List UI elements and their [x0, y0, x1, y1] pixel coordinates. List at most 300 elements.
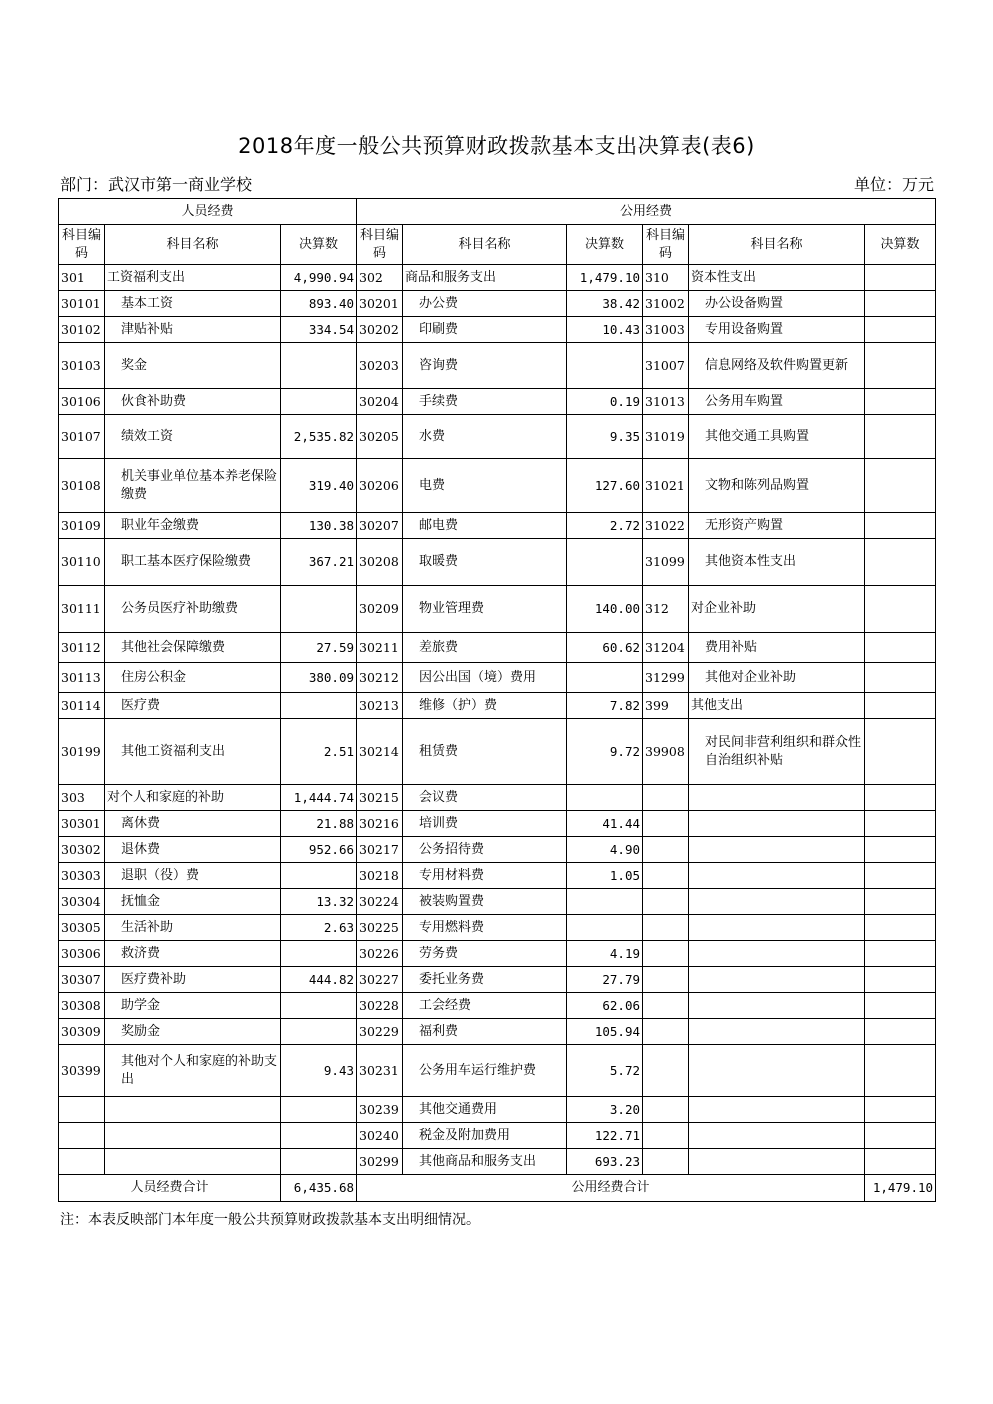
name-cell: 委托业务费 [403, 967, 567, 993]
amount-cell: 130.38 [281, 513, 357, 539]
name-cell: 其他社会保障缴费 [105, 633, 281, 663]
name-cell: 助学金 [105, 993, 281, 1019]
code-cell: 301 [59, 265, 105, 291]
amount-cell: 27.59 [281, 633, 357, 663]
amount-cell: 62.06 [567, 993, 643, 1019]
table-row [59, 993, 936, 1019]
table-row [59, 586, 936, 633]
amount-header: 决算数 [865, 225, 936, 265]
name-cell: 办公费 [403, 291, 567, 317]
name-cell: 绩效工资 [105, 415, 281, 459]
code-cell: 30227 [357, 967, 403, 993]
amount-cell: 1.05 [567, 863, 643, 889]
name-cell: 咨询费 [403, 343, 567, 389]
amount-cell [865, 663, 936, 693]
code-cell: 30299 [357, 1149, 403, 1175]
code-cell: 30202 [357, 317, 403, 343]
code-cell [643, 1149, 689, 1175]
amount-cell [567, 343, 643, 389]
code-cell [643, 967, 689, 993]
code-cell: 30305 [59, 915, 105, 941]
name-cell [689, 863, 865, 889]
code-cell: 30107 [59, 415, 105, 459]
table-row [59, 265, 936, 291]
amount-header: 决算数 [567, 225, 643, 265]
amount-cell [865, 317, 936, 343]
name-cell: 其他对个人和家庭的补助支出 [105, 1045, 281, 1097]
amount-cell [865, 513, 936, 539]
code-cell: 30216 [357, 811, 403, 837]
amount-cell: 367.21 [281, 539, 357, 586]
code-cell: 30302 [59, 837, 105, 863]
amount-cell [865, 785, 936, 811]
amount-cell: 952.66 [281, 837, 357, 863]
name-cell: 职业年金缴费 [105, 513, 281, 539]
code-cell: 30113 [59, 663, 105, 693]
amount-cell: 5.72 [567, 1045, 643, 1097]
name-cell: 机关事业单位基本养老保险缴费 [105, 459, 281, 513]
amount-cell [865, 633, 936, 663]
name-cell: 奖励金 [105, 1019, 281, 1045]
table-body [59, 265, 936, 1175]
amount-cell: 7.82 [567, 693, 643, 719]
amount-cell: 334.54 [281, 317, 357, 343]
code-cell: 30203 [357, 343, 403, 389]
code-cell: 30106 [59, 389, 105, 415]
name-cell: 物业管理费 [403, 586, 567, 633]
amount-cell [865, 1123, 936, 1149]
name-cell: 职工基本医疗保险缴费 [105, 539, 281, 586]
table-row [59, 693, 936, 719]
code-cell: 30199 [59, 719, 105, 785]
table-row [59, 317, 936, 343]
table-row [59, 941, 936, 967]
name-cell: 对民间非营利组织和群众性自治组织补贴 [689, 719, 865, 785]
table-row [59, 343, 936, 389]
code-cell: 310 [643, 265, 689, 291]
amount-cell [865, 343, 936, 389]
code-header: 科目编码 [59, 225, 105, 265]
name-cell: 其他交通工具购置 [689, 415, 865, 459]
code-cell [643, 811, 689, 837]
public-total-label: 公用经费合计 [357, 1175, 865, 1202]
code-cell: 30231 [357, 1045, 403, 1097]
amount-cell: 893.40 [281, 291, 357, 317]
table-row [59, 633, 936, 663]
name-cell [689, 993, 865, 1019]
name-cell [689, 915, 865, 941]
amount-cell: 1,479.10 [567, 265, 643, 291]
name-cell: 福利费 [403, 1019, 567, 1045]
code-cell: 30102 [59, 317, 105, 343]
name-cell: 其他支出 [689, 693, 865, 719]
name-cell [689, 811, 865, 837]
amount-cell [281, 693, 357, 719]
amount-cell [281, 586, 357, 633]
code-cell: 30109 [59, 513, 105, 539]
code-cell: 30212 [357, 663, 403, 693]
code-cell: 31204 [643, 633, 689, 663]
amount-cell: 60.62 [567, 633, 643, 663]
amount-cell: 105.94 [567, 1019, 643, 1045]
code-cell: 31013 [643, 389, 689, 415]
table-row [59, 863, 936, 889]
amount-cell [865, 1149, 936, 1175]
name-cell: 税金及附加费用 [403, 1123, 567, 1149]
amount-cell [281, 941, 357, 967]
code-cell: 30228 [357, 993, 403, 1019]
amount-cell: 27.79 [567, 967, 643, 993]
amount-cell [865, 1045, 936, 1097]
amount-cell: 0.19 [567, 389, 643, 415]
amount-cell: 9.35 [567, 415, 643, 459]
name-cell: 维修（护）费 [403, 693, 567, 719]
amount-cell [281, 389, 357, 415]
table-row [59, 967, 936, 993]
code-cell [59, 1123, 105, 1149]
amount-cell [281, 343, 357, 389]
table-row [59, 415, 936, 459]
name-cell: 其他资本性支出 [689, 539, 865, 586]
code-cell [643, 837, 689, 863]
code-cell: 30205 [357, 415, 403, 459]
code-cell: 399 [643, 693, 689, 719]
table-row [59, 915, 936, 941]
code-cell: 30225 [357, 915, 403, 941]
name-cell: 专用材料费 [403, 863, 567, 889]
amount-cell: 140.00 [567, 586, 643, 633]
code-cell: 303 [59, 785, 105, 811]
name-header: 科目名称 [105, 225, 281, 265]
amount-cell [865, 889, 936, 915]
name-cell [689, 837, 865, 863]
code-cell: 30111 [59, 586, 105, 633]
amount-cell [281, 1149, 357, 1175]
name-cell: 津贴补贴 [105, 317, 281, 343]
amount-cell: 127.60 [567, 459, 643, 513]
name-cell [689, 1149, 865, 1175]
amount-cell [865, 291, 936, 317]
code-cell [643, 863, 689, 889]
amount-cell [281, 1097, 357, 1123]
code-header: 科目编码 [357, 225, 403, 265]
code-cell: 30239 [357, 1097, 403, 1123]
code-cell: 30229 [357, 1019, 403, 1045]
amount-cell [567, 889, 643, 915]
page-title: 2018年度一般公共预算财政拨款基本支出决算表(表6) [238, 134, 755, 158]
name-cell: 其他商品和服务支出 [403, 1149, 567, 1175]
amount-cell: 2.63 [281, 915, 357, 941]
name-cell [105, 1149, 281, 1175]
amount-cell [865, 941, 936, 967]
name-cell: 基本工资 [105, 291, 281, 317]
amount-cell: 41.44 [567, 811, 643, 837]
amount-cell [865, 265, 936, 291]
name-cell [689, 967, 865, 993]
table-row [59, 1097, 936, 1123]
code-cell [643, 1123, 689, 1149]
table-row [59, 291, 936, 317]
amount-cell: 380.09 [281, 663, 357, 693]
amount-cell: 1,444.74 [281, 785, 357, 811]
code-cell: 30108 [59, 459, 105, 513]
table-row [59, 837, 936, 863]
amount-cell: 10.43 [567, 317, 643, 343]
name-cell: 无形资产购置 [689, 513, 865, 539]
code-cell: 39908 [643, 719, 689, 785]
amount-cell [865, 1019, 936, 1045]
code-cell: 30114 [59, 693, 105, 719]
name-cell: 工资福利支出 [105, 265, 281, 291]
name-cell: 奖金 [105, 343, 281, 389]
name-cell [689, 1019, 865, 1045]
name-cell: 费用补贴 [689, 633, 865, 663]
name-cell: 对个人和家庭的补助 [105, 785, 281, 811]
code-cell: 30303 [59, 863, 105, 889]
name-cell: 电费 [403, 459, 567, 513]
name-cell: 办公设备购置 [689, 291, 865, 317]
report-meta [60, 172, 934, 194]
code-cell: 30301 [59, 811, 105, 837]
code-cell: 31099 [643, 539, 689, 586]
code-cell: 31019 [643, 415, 689, 459]
name-cell: 伙食补助费 [105, 389, 281, 415]
amount-cell [567, 539, 643, 586]
name-cell [105, 1123, 281, 1149]
name-cell: 被装购置费 [403, 889, 567, 915]
table-row [59, 513, 936, 539]
name-cell: 退职（役）费 [105, 863, 281, 889]
name-cell: 专用燃料费 [403, 915, 567, 941]
code-cell: 30217 [357, 837, 403, 863]
code-cell [643, 941, 689, 967]
footnote: 注：本表反映部门本年度一般公共预算财政拨款基本支出明细情况。 [60, 1212, 480, 1228]
table-row [59, 459, 936, 513]
amount-header: 决算数 [281, 225, 357, 265]
name-cell [689, 1045, 865, 1097]
code-cell [643, 993, 689, 1019]
code-cell: 30304 [59, 889, 105, 915]
department-label: 部门：武汉市第一商业学校 [60, 175, 253, 194]
name-cell: 培训费 [403, 811, 567, 837]
code-cell: 30101 [59, 291, 105, 317]
amount-cell: 3.20 [567, 1097, 643, 1123]
table-row [59, 889, 936, 915]
amount-cell [865, 837, 936, 863]
amount-cell [281, 1019, 357, 1045]
name-cell: 商品和服务支出 [403, 265, 567, 291]
table-row [59, 1019, 936, 1045]
public-total-value: 1,479.10 [865, 1175, 936, 1202]
amount-cell: 4,990.94 [281, 265, 357, 291]
name-cell: 其他交通费用 [403, 1097, 567, 1123]
table-row [59, 1149, 936, 1175]
table-row [59, 785, 936, 811]
table-row [59, 389, 936, 415]
code-cell: 30211 [357, 633, 403, 663]
amount-cell: 13.32 [281, 889, 357, 915]
code-cell: 30214 [357, 719, 403, 785]
amount-cell: 9.72 [567, 719, 643, 785]
amount-cell [865, 915, 936, 941]
code-header: 科目编码 [643, 225, 689, 265]
code-cell: 31021 [643, 459, 689, 513]
name-cell: 水费 [403, 415, 567, 459]
name-cell [105, 1097, 281, 1123]
name-cell: 取暖费 [403, 539, 567, 586]
code-cell: 30224 [357, 889, 403, 915]
code-cell: 30226 [357, 941, 403, 967]
amount-cell: 319.40 [281, 459, 357, 513]
amount-cell: 4.19 [567, 941, 643, 967]
name-cell: 劳务费 [403, 941, 567, 967]
name-cell: 因公出国（境）费用 [403, 663, 567, 693]
code-cell: 30306 [59, 941, 105, 967]
amount-cell [865, 459, 936, 513]
name-cell: 公务用车运行维护费 [403, 1045, 567, 1097]
amount-cell [865, 719, 936, 785]
code-cell: 30206 [357, 459, 403, 513]
expenditure-table [58, 198, 936, 1202]
code-cell: 30112 [59, 633, 105, 663]
amount-cell [567, 663, 643, 693]
amount-cell: 122.71 [567, 1123, 643, 1149]
name-cell: 租赁费 [403, 719, 567, 785]
amount-cell [865, 811, 936, 837]
code-cell [643, 1097, 689, 1123]
name-cell: 医疗费补助 [105, 967, 281, 993]
amount-cell: 2.72 [567, 513, 643, 539]
code-cell: 31003 [643, 317, 689, 343]
personnel-total-label: 人员经费合计 [59, 1175, 281, 1202]
name-cell: 离休费 [105, 811, 281, 837]
code-cell: 30215 [357, 785, 403, 811]
name-cell: 公务用车购置 [689, 389, 865, 415]
code-cell: 31022 [643, 513, 689, 539]
amount-cell [567, 915, 643, 941]
code-cell: 30399 [59, 1045, 105, 1097]
code-cell: 30208 [357, 539, 403, 586]
code-cell [643, 915, 689, 941]
code-cell [643, 889, 689, 915]
code-cell [643, 785, 689, 811]
name-cell: 信息网络及软件购置更新 [689, 343, 865, 389]
amount-cell [281, 1123, 357, 1149]
amount-cell [865, 1097, 936, 1123]
amount-cell: 444.82 [281, 967, 357, 993]
amount-cell [865, 993, 936, 1019]
code-cell: 31299 [643, 663, 689, 693]
name-cell: 会议费 [403, 785, 567, 811]
code-cell: 30309 [59, 1019, 105, 1045]
amount-cell [567, 785, 643, 811]
code-cell [59, 1097, 105, 1123]
amount-cell: 2.51 [281, 719, 357, 785]
table-row [59, 719, 936, 785]
code-cell: 30103 [59, 343, 105, 389]
name-cell: 印刷费 [403, 317, 567, 343]
public-group-header: 公用经费 [357, 199, 936, 225]
amount-cell [865, 415, 936, 459]
name-cell [689, 1123, 865, 1149]
code-cell [643, 1045, 689, 1097]
name-cell: 救济费 [105, 941, 281, 967]
amount-cell: 38.42 [567, 291, 643, 317]
code-cell: 30209 [357, 586, 403, 633]
amount-cell [865, 389, 936, 415]
name-header: 科目名称 [403, 225, 567, 265]
code-cell [643, 1019, 689, 1045]
name-cell: 手续费 [403, 389, 567, 415]
code-cell: 30307 [59, 967, 105, 993]
table-row [59, 1045, 936, 1097]
personnel-group-header: 人员经费 [59, 199, 357, 225]
amount-cell: 2,535.82 [281, 415, 357, 459]
code-cell: 30204 [357, 389, 403, 415]
code-cell [59, 1149, 105, 1175]
code-cell: 31002 [643, 291, 689, 317]
code-cell: 30213 [357, 693, 403, 719]
name-cell: 医疗费 [105, 693, 281, 719]
amount-cell [865, 693, 936, 719]
amount-cell: 9.43 [281, 1045, 357, 1097]
amount-cell: 693.23 [567, 1149, 643, 1175]
name-header: 科目名称 [689, 225, 865, 265]
unit-label: 单位：万元 [853, 175, 934, 194]
name-cell: 差旅费 [403, 633, 567, 663]
code-cell: 30201 [357, 291, 403, 317]
amount-cell [281, 863, 357, 889]
amount-cell: 21.88 [281, 811, 357, 837]
name-cell: 公务员医疗补助缴费 [105, 586, 281, 633]
name-cell [689, 785, 865, 811]
table-row [59, 663, 936, 693]
name-cell: 工会经费 [403, 993, 567, 1019]
name-cell: 退休费 [105, 837, 281, 863]
name-cell: 其他对企业补助 [689, 663, 865, 693]
code-cell: 30207 [357, 513, 403, 539]
code-cell: 31007 [643, 343, 689, 389]
amount-cell: 4.90 [567, 837, 643, 863]
name-cell: 其他工资福利支出 [105, 719, 281, 785]
amount-cell [281, 993, 357, 1019]
code-cell: 312 [643, 586, 689, 633]
amount-cell [865, 967, 936, 993]
name-cell [689, 941, 865, 967]
amount-cell [865, 863, 936, 889]
personnel-total-value: 6,435.68 [281, 1175, 357, 1202]
code-cell: 30110 [59, 539, 105, 586]
name-cell: 资本性支出 [689, 265, 865, 291]
table-row [59, 811, 936, 837]
name-cell: 对企业补助 [689, 586, 865, 633]
name-cell: 生活补助 [105, 915, 281, 941]
amount-cell [865, 586, 936, 633]
amount-cell [865, 539, 936, 586]
name-cell [689, 889, 865, 915]
code-cell: 30308 [59, 993, 105, 1019]
name-cell: 抚恤金 [105, 889, 281, 915]
name-cell: 专用设备购置 [689, 317, 865, 343]
code-cell: 30218 [357, 863, 403, 889]
table-row [59, 539, 936, 586]
name-cell: 文物和陈列品购置 [689, 459, 865, 513]
code-cell: 302 [357, 265, 403, 291]
table-row [59, 1123, 936, 1149]
name-cell: 住房公积金 [105, 663, 281, 693]
name-cell: 邮电费 [403, 513, 567, 539]
code-cell: 30240 [357, 1123, 403, 1149]
